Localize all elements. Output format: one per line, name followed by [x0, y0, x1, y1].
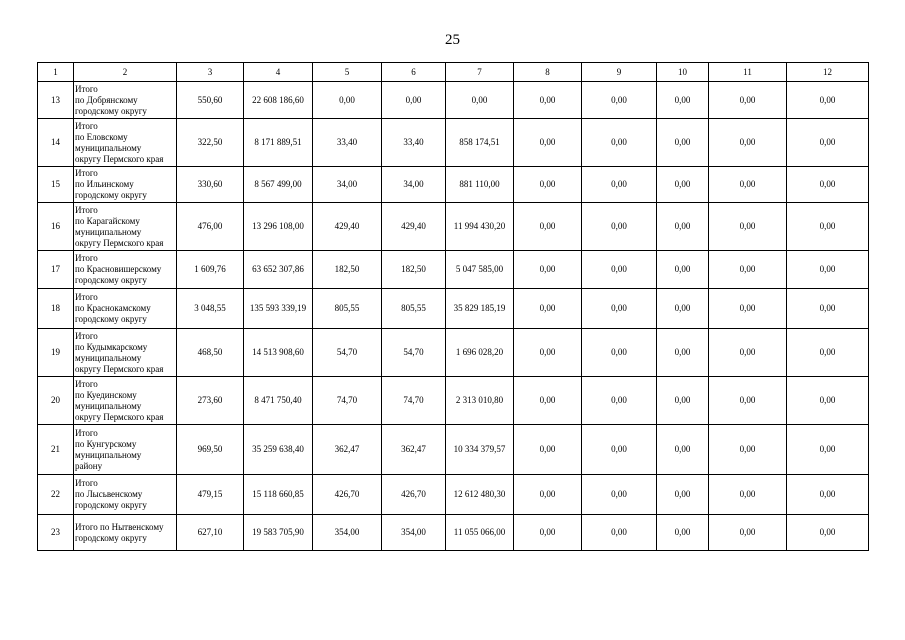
- row-name-line: Итого: [75, 378, 98, 389]
- row-number: 22: [38, 475, 74, 515]
- cell-c4: 63 652 307,86: [244, 251, 313, 289]
- row-name-line: городскому округу: [75, 532, 147, 543]
- cell-c11: 0,00: [709, 289, 787, 329]
- cell-c5: 429,40: [313, 203, 382, 251]
- row-number: 21: [38, 425, 74, 475]
- cell-c12: 0,00: [787, 475, 869, 515]
- cell-c8: 0,00: [514, 377, 582, 425]
- table-row: [38, 329, 869, 377]
- cell-c12: 0,00: [787, 203, 869, 251]
- cell-c6: 362,47: [382, 425, 446, 475]
- row-name: [74, 377, 177, 425]
- row-name-line: по Лысьвенскому: [75, 489, 143, 499]
- cell-c11: 0,00: [709, 203, 787, 251]
- cell-c7: 12 612 480,30: [446, 475, 514, 515]
- cell-c12: 0,00: [787, 425, 869, 475]
- cell-c8: 0,00: [514, 251, 582, 289]
- cell-c6: 182,50: [382, 251, 446, 289]
- cell-c12: 0,00: [787, 329, 869, 377]
- column-header: 4: [244, 63, 313, 82]
- cell-c5: 33,40: [313, 119, 382, 167]
- column-header: 8: [514, 63, 582, 82]
- row-name-line: округу Пермского края: [75, 411, 164, 422]
- cell-c6: 805,55: [382, 289, 446, 329]
- cell-c9: 0,00: [582, 119, 657, 167]
- row-name-line: городскому округу: [75, 275, 147, 285]
- cell-c5: 0,00: [313, 82, 382, 119]
- row-number: 18: [38, 289, 74, 329]
- cell-c11: 0,00: [709, 377, 787, 425]
- row-name-line: Итого: [75, 83, 98, 94]
- cell-c7: 1 696 028,20: [446, 329, 514, 377]
- cell-c3: 627,10: [177, 515, 244, 551]
- cell-c12: 0,00: [787, 251, 869, 289]
- row-name: [74, 203, 177, 251]
- cell-c10: 0,00: [657, 119, 709, 167]
- row-name-line: по Кудымкарскому: [75, 341, 148, 352]
- row-name-line: городскому округу: [75, 105, 147, 116]
- row-name: [74, 119, 177, 167]
- cell-c9: 0,00: [582, 377, 657, 425]
- cell-c6: 74,70: [382, 377, 446, 425]
- row-name-line: по Красновишерскому: [75, 264, 162, 274]
- cell-c7: 881 110,00: [446, 167, 514, 203]
- cell-c8: 0,00: [514, 515, 582, 551]
- cell-c4: 22 608 186,60: [244, 82, 313, 119]
- row-number: 19: [38, 329, 74, 377]
- row-name-line: Итого: [75, 120, 98, 131]
- cell-c8: 0,00: [514, 203, 582, 251]
- table-row: [38, 167, 869, 203]
- cell-c5: 426,70: [313, 475, 382, 515]
- cell-c4: 35 259 638,40: [244, 425, 313, 475]
- cell-c6: 0,00: [382, 82, 446, 119]
- row-name: [74, 475, 177, 515]
- cell-c6: 426,70: [382, 475, 446, 515]
- table-row: [38, 515, 869, 551]
- cell-c10: 0,00: [657, 377, 709, 425]
- cell-c9: 0,00: [582, 515, 657, 551]
- cell-c9: 0,00: [582, 167, 657, 203]
- row-name-line: муниципальному: [75, 226, 142, 237]
- row-name-line: по Ильинскому: [75, 179, 134, 189]
- row-name-line: по Кунгурскому: [75, 438, 137, 449]
- cell-c5: 34,00: [313, 167, 382, 203]
- cell-c10: 0,00: [657, 515, 709, 551]
- row-name-line: району: [75, 460, 103, 471]
- row-name: [74, 251, 177, 289]
- column-header: 10: [657, 63, 709, 82]
- column-header: 5: [313, 63, 382, 82]
- header-row: [38, 63, 869, 82]
- cell-c10: 0,00: [657, 475, 709, 515]
- row-name-line: Итого: [75, 330, 98, 341]
- column-header: 9: [582, 63, 657, 82]
- cell-c7: 11 994 430,20: [446, 203, 514, 251]
- cell-c3: 479,15: [177, 475, 244, 515]
- cell-c3: 1 609,76: [177, 251, 244, 289]
- column-header: 2: [74, 63, 177, 82]
- cell-c12: 0,00: [787, 82, 869, 119]
- cell-c9: 0,00: [582, 82, 657, 119]
- table-row: [38, 425, 869, 475]
- row-name-line: муниципальному: [75, 449, 142, 460]
- cell-c11: 0,00: [709, 251, 787, 289]
- row-name: [74, 425, 177, 475]
- cell-c4: 13 296 108,00: [244, 203, 313, 251]
- row-name-line: муниципальному: [75, 352, 142, 363]
- column-header: 11: [709, 63, 787, 82]
- row-name-line: городскому округу: [75, 500, 147, 510]
- row-name-line: муниципальному: [75, 400, 142, 411]
- row-name-line: городскому округу: [75, 314, 147, 324]
- row-name-line: муниципальному: [75, 142, 142, 153]
- row-name: [74, 167, 177, 203]
- cell-c11: 0,00: [709, 475, 787, 515]
- cell-c4: 15 118 660,85: [244, 475, 313, 515]
- row-name-line: Итого: [75, 292, 98, 302]
- column-header: 3: [177, 63, 244, 82]
- row-number: 13: [38, 82, 74, 119]
- cell-c6: 33,40: [382, 119, 446, 167]
- row-name-line: по Куединскому: [75, 389, 137, 400]
- cell-c6: 354,00: [382, 515, 446, 551]
- table-row: [38, 289, 869, 329]
- column-header: 12: [787, 63, 869, 82]
- row-name-line: по Добрянскому: [75, 94, 138, 105]
- row-name-line: Итого: [75, 253, 98, 263]
- row-name-line: Итого: [75, 204, 98, 215]
- cell-c3: 468,50: [177, 329, 244, 377]
- data-table: [37, 62, 869, 551]
- cell-c3: 330,60: [177, 167, 244, 203]
- row-name-line: округу Пермского края: [75, 237, 164, 248]
- cell-c9: 0,00: [582, 475, 657, 515]
- cell-c8: 0,00: [514, 425, 582, 475]
- row-name-line: округу Пермского края: [75, 363, 164, 374]
- cell-c5: 362,47: [313, 425, 382, 475]
- row-name-line: городскому округу: [75, 190, 147, 200]
- cell-c8: 0,00: [514, 475, 582, 515]
- cell-c7: 11 055 066,00: [446, 515, 514, 551]
- row-name: [74, 515, 177, 551]
- cell-c3: 322,50: [177, 119, 244, 167]
- cell-c10: 0,00: [657, 289, 709, 329]
- column-header: 7: [446, 63, 514, 82]
- cell-c4: 135 593 339,19: [244, 289, 313, 329]
- cell-c9: 0,00: [582, 425, 657, 475]
- cell-c11: 0,00: [709, 329, 787, 377]
- table-row: [38, 119, 869, 167]
- cell-c7: 5 047 585,00: [446, 251, 514, 289]
- row-name-line: округу Пермского края: [75, 153, 164, 164]
- table-row: [38, 203, 869, 251]
- cell-c8: 0,00: [514, 167, 582, 203]
- cell-c3: 550,60: [177, 82, 244, 119]
- cell-c11: 0,00: [709, 167, 787, 203]
- cell-c5: 74,70: [313, 377, 382, 425]
- page-number: 25: [445, 32, 460, 48]
- cell-c7: 35 829 185,19: [446, 289, 514, 329]
- row-number: 23: [38, 515, 74, 551]
- cell-c9: 0,00: [582, 251, 657, 289]
- cell-c4: 14 513 908,60: [244, 329, 313, 377]
- cell-c3: 273,60: [177, 377, 244, 425]
- row-name-line: Итого: [75, 168, 98, 178]
- cell-c10: 0,00: [657, 425, 709, 475]
- row-name: [74, 329, 177, 377]
- cell-c8: 0,00: [514, 289, 582, 329]
- cell-c10: 0,00: [657, 82, 709, 119]
- cell-c5: 805,55: [313, 289, 382, 329]
- cell-c5: 354,00: [313, 515, 382, 551]
- cell-c12: 0,00: [787, 289, 869, 329]
- row-name-line: Итого по Нытвенскому: [75, 521, 164, 532]
- row-number: 16: [38, 203, 74, 251]
- cell-c11: 0,00: [709, 425, 787, 475]
- row-name: [74, 289, 177, 329]
- cell-c7: 858 174,51: [446, 119, 514, 167]
- cell-c6: 429,40: [382, 203, 446, 251]
- cell-c7: 2 313 010,80: [446, 377, 514, 425]
- cell-c10: 0,00: [657, 329, 709, 377]
- cell-c8: 0,00: [514, 82, 582, 119]
- cell-c7: 0,00: [446, 82, 514, 119]
- row-number: 20: [38, 377, 74, 425]
- cell-c11: 0,00: [709, 515, 787, 551]
- cell-c11: 0,00: [709, 119, 787, 167]
- cell-c3: 969,50: [177, 425, 244, 475]
- row-name-line: Итого: [75, 427, 98, 438]
- cell-c6: 54,70: [382, 329, 446, 377]
- row-name-line: по Карагайскому: [75, 215, 140, 226]
- cell-c8: 0,00: [514, 329, 582, 377]
- row-name: [74, 82, 177, 119]
- table-row: [38, 475, 869, 515]
- column-header: 1: [38, 63, 74, 82]
- cell-c4: 8 171 889,51: [244, 119, 313, 167]
- cell-c11: 0,00: [709, 82, 787, 119]
- cell-c3: 476,00: [177, 203, 244, 251]
- row-number: 14: [38, 119, 74, 167]
- cell-c4: 19 583 705,90: [244, 515, 313, 551]
- row-name-line: Итого: [75, 478, 98, 488]
- cell-c12: 0,00: [787, 167, 869, 203]
- cell-c4: 8 567 499,00: [244, 167, 313, 203]
- cell-c12: 0,00: [787, 119, 869, 167]
- cell-c12: 0,00: [787, 515, 869, 551]
- cell-c12: 0,00: [787, 377, 869, 425]
- cell-c8: 0,00: [514, 119, 582, 167]
- row-number: 15: [38, 167, 74, 203]
- cell-c5: 182,50: [313, 251, 382, 289]
- row-number: 17: [38, 251, 74, 289]
- row-name-line: по Еловскому: [75, 131, 128, 142]
- cell-c10: 0,00: [657, 203, 709, 251]
- cell-c9: 0,00: [582, 203, 657, 251]
- row-name-line: по Краснокамскому: [75, 303, 151, 313]
- cell-c7: 10 334 379,57: [446, 425, 514, 475]
- table-row: [38, 251, 869, 289]
- table-row: [38, 82, 869, 119]
- column-header: 6: [382, 63, 446, 82]
- cell-c9: 0,00: [582, 329, 657, 377]
- cell-c10: 0,00: [657, 167, 709, 203]
- cell-c6: 34,00: [382, 167, 446, 203]
- cell-c5: 54,70: [313, 329, 382, 377]
- cell-c3: 3 048,55: [177, 289, 244, 329]
- table-row: [38, 377, 869, 425]
- cell-c4: 8 471 750,40: [244, 377, 313, 425]
- cell-c9: 0,00: [582, 289, 657, 329]
- cell-c10: 0,00: [657, 251, 709, 289]
